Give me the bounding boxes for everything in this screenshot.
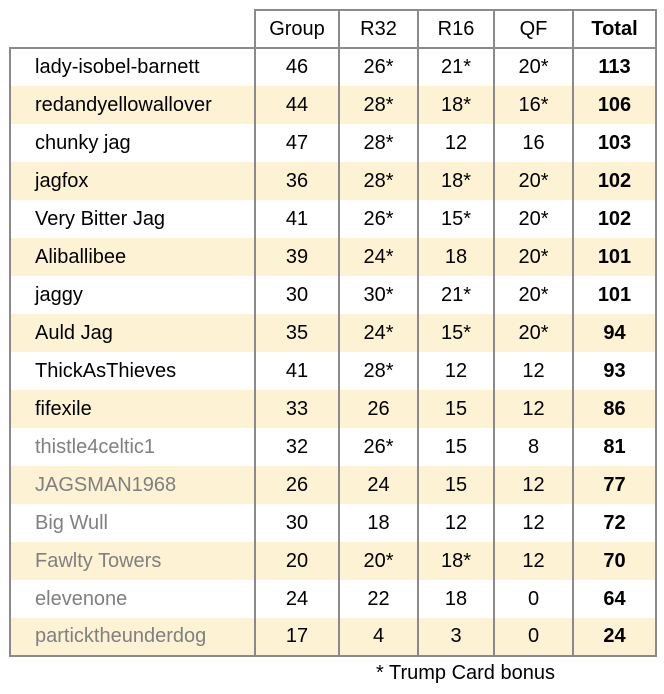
score-r16: 3 bbox=[418, 618, 494, 656]
score-r32: 4 bbox=[339, 618, 418, 656]
score-r32: 26* bbox=[339, 428, 418, 466]
score-r32: 24* bbox=[339, 238, 418, 276]
score-group: 20 bbox=[255, 542, 339, 580]
score-qf: 20* bbox=[494, 200, 573, 238]
standings-table bbox=[9, 9, 657, 657]
score-total: 93 bbox=[573, 352, 656, 390]
table-row bbox=[10, 390, 656, 428]
score-r32: 22 bbox=[339, 580, 418, 618]
score-total: 102 bbox=[573, 162, 656, 200]
score-total: 113 bbox=[573, 48, 656, 86]
score-total: 72 bbox=[573, 504, 656, 542]
score-group: 30 bbox=[255, 276, 339, 314]
score-total: 101 bbox=[573, 238, 656, 276]
score-group: 39 bbox=[255, 238, 339, 276]
table-row bbox=[10, 86, 656, 124]
header-row bbox=[10, 10, 656, 48]
score-r16: 15 bbox=[418, 466, 494, 504]
player-name: lady-isobel-barnett bbox=[10, 48, 255, 86]
score-r32: 28* bbox=[339, 86, 418, 124]
table-row bbox=[10, 314, 656, 352]
player-name: jagfox bbox=[10, 162, 255, 200]
score-r32: 20* bbox=[339, 542, 418, 580]
player-name: Fawlty Towers bbox=[10, 542, 255, 580]
score-total: 24 bbox=[573, 618, 656, 656]
score-qf: 16 bbox=[494, 124, 573, 162]
player-name: Aliballibee bbox=[10, 238, 255, 276]
score-total: 70 bbox=[573, 542, 656, 580]
header-total: Total bbox=[573, 10, 656, 48]
score-r32: 24* bbox=[339, 314, 418, 352]
score-qf: 20* bbox=[494, 162, 573, 200]
score-r16: 18* bbox=[418, 542, 494, 580]
score-r16: 21* bbox=[418, 276, 494, 314]
score-group: 47 bbox=[255, 124, 339, 162]
player-name: Auld Jag bbox=[10, 314, 255, 352]
score-r32: 28* bbox=[339, 162, 418, 200]
score-total: 81 bbox=[573, 428, 656, 466]
player-name: ThickAsThieves bbox=[10, 352, 255, 390]
player-name: Big Wull bbox=[10, 504, 255, 542]
score-group: 41 bbox=[255, 352, 339, 390]
score-qf: 20* bbox=[494, 314, 573, 352]
table-row bbox=[10, 276, 656, 314]
trump-card-footnote: * Trump Card bonus bbox=[376, 662, 555, 684]
score-r32: 30* bbox=[339, 276, 418, 314]
score-group: 26 bbox=[255, 466, 339, 504]
table-row bbox=[10, 352, 656, 390]
player-name: fifexile bbox=[10, 390, 255, 428]
score-r16: 18* bbox=[418, 86, 494, 124]
score-total: 94 bbox=[573, 314, 656, 352]
score-group: 17 bbox=[255, 618, 339, 656]
score-r16: 15* bbox=[418, 200, 494, 238]
score-r16: 12 bbox=[418, 124, 494, 162]
table-row bbox=[10, 618, 656, 656]
header-r16: R16 bbox=[418, 10, 494, 48]
player-name: chunky jag bbox=[10, 124, 255, 162]
table-row bbox=[10, 580, 656, 618]
player-name: thistle4celtic1 bbox=[10, 428, 255, 466]
player-name: JAGSMAN1968 bbox=[10, 466, 255, 504]
player-name: redandyellowallover bbox=[10, 86, 255, 124]
score-r32: 18 bbox=[339, 504, 418, 542]
score-group: 41 bbox=[255, 200, 339, 238]
score-total: 101 bbox=[573, 276, 656, 314]
score-qf: 12 bbox=[494, 390, 573, 428]
table-row bbox=[10, 428, 656, 466]
header-blank-cell bbox=[10, 10, 255, 48]
score-r32: 24 bbox=[339, 466, 418, 504]
player-name: particktheunderdog bbox=[10, 618, 255, 656]
score-total: 106 bbox=[573, 86, 656, 124]
score-qf: 8 bbox=[494, 428, 573, 466]
table-row bbox=[10, 542, 656, 580]
score-r16: 18* bbox=[418, 162, 494, 200]
score-group: 46 bbox=[255, 48, 339, 86]
score-qf: 0 bbox=[494, 618, 573, 656]
header-qf: QF bbox=[494, 10, 573, 48]
player-name: jaggy bbox=[10, 276, 255, 314]
score-r16: 12 bbox=[418, 504, 494, 542]
table-row bbox=[10, 200, 656, 238]
score-total: 103 bbox=[573, 124, 656, 162]
score-group: 36 bbox=[255, 162, 339, 200]
score-total: 102 bbox=[573, 200, 656, 238]
score-qf: 12 bbox=[494, 352, 573, 390]
table-row bbox=[10, 124, 656, 162]
score-group: 44 bbox=[255, 86, 339, 124]
score-total: 64 bbox=[573, 580, 656, 618]
table-row bbox=[10, 48, 656, 86]
score-r32: 28* bbox=[339, 352, 418, 390]
score-qf: 0 bbox=[494, 580, 573, 618]
table-row bbox=[10, 466, 656, 504]
score-r16: 18 bbox=[418, 580, 494, 618]
score-group: 33 bbox=[255, 390, 339, 428]
player-name: Very Bitter Jag bbox=[10, 200, 255, 238]
player-name: elevenone bbox=[10, 580, 255, 618]
score-qf: 12 bbox=[494, 466, 573, 504]
score-r16: 15 bbox=[418, 428, 494, 466]
score-group: 30 bbox=[255, 504, 339, 542]
score-r32: 28* bbox=[339, 124, 418, 162]
score-qf: 20* bbox=[494, 276, 573, 314]
score-r32: 26* bbox=[339, 48, 418, 86]
table-row bbox=[10, 162, 656, 200]
score-r32: 26* bbox=[339, 200, 418, 238]
score-r16: 18 bbox=[418, 238, 494, 276]
score-r16: 12 bbox=[418, 352, 494, 390]
score-group: 32 bbox=[255, 428, 339, 466]
score-r32: 26 bbox=[339, 390, 418, 428]
score-qf: 20* bbox=[494, 48, 573, 86]
table-row bbox=[10, 504, 656, 542]
score-total: 77 bbox=[573, 466, 656, 504]
score-qf: 12 bbox=[494, 542, 573, 580]
score-group: 24 bbox=[255, 580, 339, 618]
score-qf: 12 bbox=[494, 504, 573, 542]
score-qf: 20* bbox=[494, 238, 573, 276]
score-total: 86 bbox=[573, 390, 656, 428]
table-row bbox=[10, 238, 656, 276]
score-r16: 15* bbox=[418, 314, 494, 352]
score-group: 35 bbox=[255, 314, 339, 352]
score-r16: 15 bbox=[418, 390, 494, 428]
score-r16: 21* bbox=[418, 48, 494, 86]
score-qf: 16* bbox=[494, 86, 573, 124]
header-r32: R32 bbox=[339, 10, 418, 48]
header-group: Group bbox=[255, 10, 339, 48]
standings-table-container bbox=[9, 9, 657, 657]
